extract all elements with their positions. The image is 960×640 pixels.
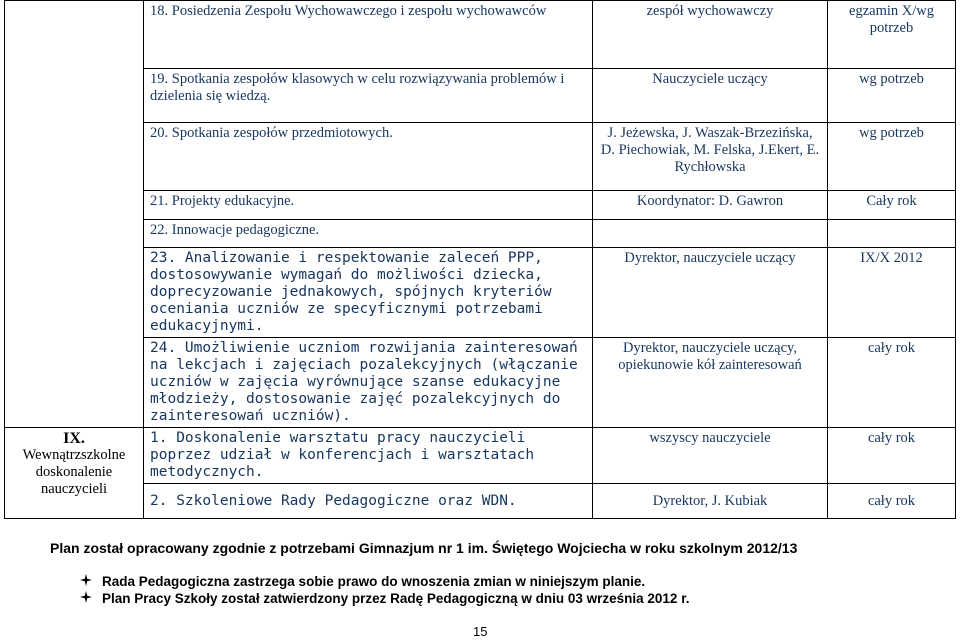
table-row — [5, 69, 956, 123]
task-cell: 23. Analizowanie i respektowanie zaleceń PPP, dostosowywanie wymagań do możliwości dziecka, doprecyzowanie jednakowych, spójnych kryteriów oceniania uczniów ze specyficznymi potrzebami edukacyjnymi. — [144, 248, 593, 338]
table-row — [5, 123, 956, 191]
diamond-bullet-icon — [80, 591, 102, 606]
bullet-text: Plan Pracy Szkoły został zatwierdzony przez Radę Pedagogiczną w dniu 03 września 2012 r. — [102, 591, 690, 606]
who-cell: Dyrektor, nauczyciele uczący — [593, 248, 828, 338]
task-cell: 24. Umożliwienie uczniom rozwijania zainteresowań na lekcjach i zajęciach pozalekcyjnych (włączanie uczniów w zajęcia wyrównujące szanse edukacyjne młodzieży, dostosowanie zajęć pozalekcyjnych do zainteresowań uczniów). — [144, 338, 593, 428]
task-cell: 1. Doskonalenie warsztatu pracy nauczycieli poprzez udział w konferencjach i warsztatach metodycznych. — [144, 428, 593, 484]
who-cell: Dyrektor, J. Kubiak — [593, 484, 828, 519]
bullet-text: Rada Pedagogiczna zastrzega sobie prawo do wnoszenia zmian w niniejszym planie. — [102, 574, 646, 589]
section-cell — [5, 428, 144, 519]
when-cell: wg potrzeb — [828, 69, 956, 123]
plan-footer-note: Plan został opracowany zgodnie z potrzebami Gimnazjum nr 1 im. Świętego Wojciecha w roku szkolnym 2012/13 — [50, 540, 798, 556]
who-cell: zespół wychowawczy — [593, 1, 828, 69]
table-row — [5, 248, 956, 338]
table-row — [5, 428, 956, 484]
task-cell: 19. Spotkania zespołów klasowych w celu rozwiązywania problemów i dzielenia się wiedzą. — [144, 69, 593, 123]
task-cell: 2. Szkoleniowe Rady Pedagogiczne oraz WDN. — [144, 484, 593, 519]
when-cell: cały rok — [828, 484, 956, 519]
when-cell — [828, 220, 956, 248]
who-cell: Nauczyciele uczący — [593, 69, 828, 123]
when-cell: IX/X 2012 — [828, 248, 956, 338]
table-row — [5, 1, 956, 69]
when-cell: cały rok — [828, 428, 956, 484]
diamond-bullet-icon — [80, 574, 102, 589]
who-cell: J. Jeżewska, J. Waszak-Brzezińska, D. Piechowiak, M. Felska, J.Ekert, E. Rychłowska — [593, 123, 828, 191]
section-number: IX. — [63, 430, 85, 447]
when-cell: Cały rok — [828, 191, 956, 220]
who-cell: Koordynator: D. Gawron — [593, 191, 828, 220]
table-row — [5, 220, 956, 248]
when-cell: cały rok — [828, 338, 956, 428]
list-item — [80, 590, 689, 607]
task-cell: 20. Spotkania zespołów przedmiotowych. — [144, 123, 593, 191]
section-title: Wewnątrzszkolne doskonalenie nauczycieli — [22, 447, 126, 497]
when-cell: egzamin X/wg potrzeb — [828, 1, 956, 69]
who-cell: Dyrektor, nauczyciele uczący, opiekunowie kół zainteresowań — [593, 338, 828, 428]
page-number: 15 — [473, 624, 488, 639]
section-cell-empty — [5, 1, 144, 428]
who-cell: wszyscy nauczyciele — [593, 428, 828, 484]
list-item — [80, 573, 689, 590]
task-cell: 18. Posiedzenia Zespołu Wychowawczego i zespołu wychowawców — [144, 1, 593, 69]
plan-table — [4, 0, 956, 519]
task-cell: 22. Innowacje pedagogiczne. — [144, 220, 593, 248]
table-row — [5, 191, 956, 220]
when-cell: wg potrzeb — [828, 123, 956, 191]
task-cell: 21. Projekty edukacyjne. — [144, 191, 593, 220]
table-row — [5, 484, 956, 519]
bullet-list — [80, 573, 689, 607]
who-cell — [593, 220, 828, 248]
table-row — [5, 338, 956, 428]
